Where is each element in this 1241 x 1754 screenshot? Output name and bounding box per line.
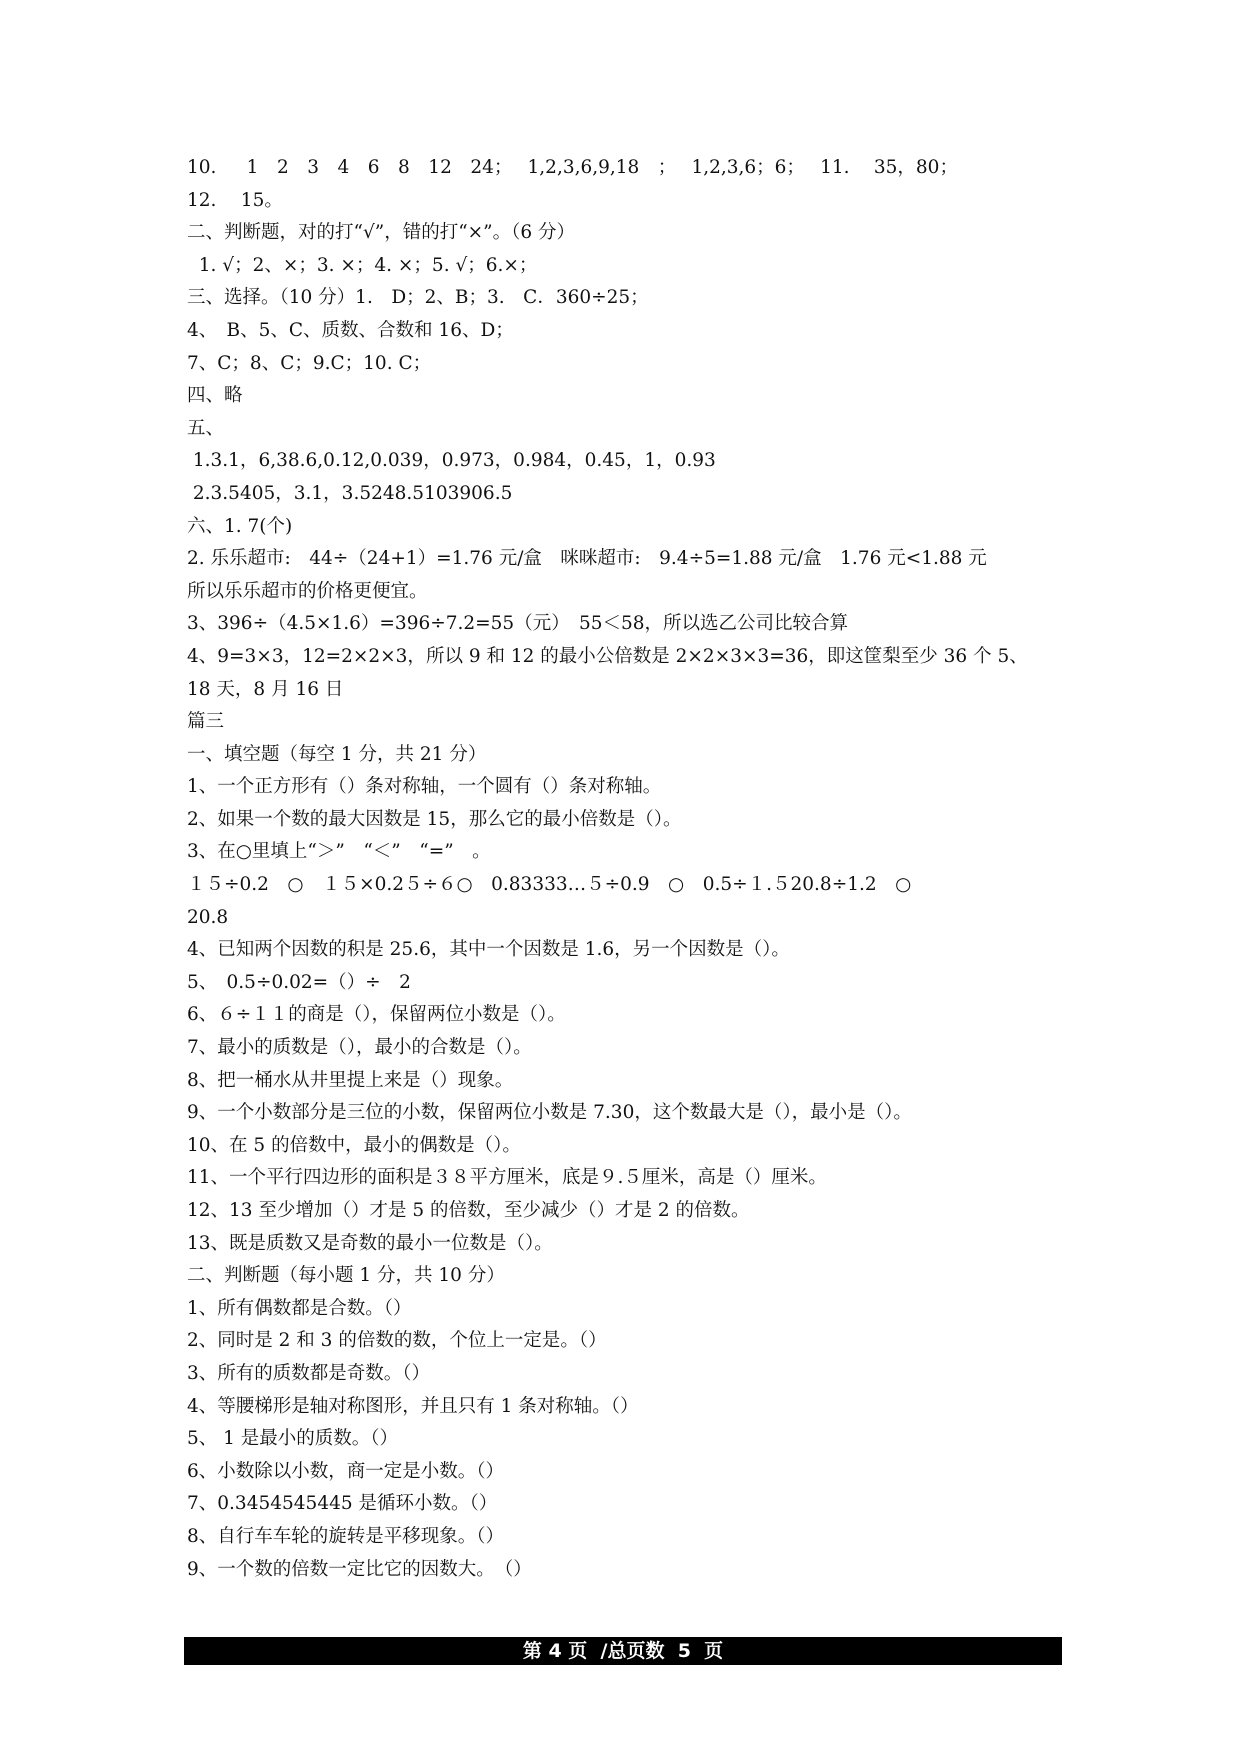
question: 3、在○里填上“＞” “＜” “=” 。	[187, 841, 491, 863]
text-line: 2. 乐乐超市: 44÷（24+1）=1.76 元/盒 咪咪超市: 9.4÷5=1.88 元/盒 1.76 元<1.88 元	[187, 548, 987, 570]
text-line: 2.3.5405，3.1，3.5248.5103906.5	[187, 482, 513, 504]
text-line: 3、396÷（4.5×1.6）=396÷7.2=55（元） 55＜58，所以选乙公司比较合算	[187, 613, 849, 635]
section-heading: 一、填空题（每空 1 分，共 21 分）	[187, 743, 487, 765]
section-heading: 五、	[187, 417, 225, 439]
section-heading: 三、选择。（10 分）1. D；2、B；3. C．360÷25；	[187, 287, 649, 309]
question: 1、一个正方形有（）条对称轴，一个圆有（）条对称轴。	[187, 776, 662, 798]
question: 11、一个平行四边形的面积是３８平方厘米，底是９.５厘米，高是（）厘米。	[187, 1167, 827, 1189]
text-line: 7、C；8、C；9.C；10. C；	[187, 352, 432, 374]
section-heading: 六、1. 7(个)	[187, 515, 293, 537]
question: 8、自行车车轮的旋转是平移现象。（）	[187, 1525, 505, 1547]
document-body	[187, 152, 1067, 1586]
question: 13、既是质数又是奇数的最小一位数是（）。	[187, 1232, 553, 1254]
question: 2、如果一个数的最大因数是 15，那么它的最小倍数是（）。	[187, 808, 682, 830]
text-line: 4、 B、5、C、质数、合数和 16、D；	[187, 319, 514, 341]
question: 9、一个小数部分是三位的小数，保留两位小数是 7.30，这个数最大是（），最小是（）。	[187, 1102, 912, 1124]
text-line: 4、9=3×3，12=2×2×3，所以 9 和 12 的最小公倍数是 2×2×3×3=36，即这筐梨至少 36 个 5、	[187, 645, 1028, 667]
section-heading: 四、略	[187, 385, 243, 407]
question: 8、把一桶水从井里提上来是（）现象。	[187, 1069, 514, 1091]
question: 12、13 至少增加（）才是 5 的倍数，至少减少（）才是 2 的倍数。	[187, 1200, 750, 1221]
question: 2、同时是 2 和 3 的倍数的数，个位上一定是。（）	[187, 1330, 607, 1352]
question: 20.8	[187, 906, 229, 928]
question: 5、 1 是最小的质数。（）	[187, 1428, 399, 1450]
text-line: 所以乐乐超市的价格更便宜。	[187, 580, 428, 602]
question: 1、所有偶数都是合数。（）	[187, 1297, 412, 1319]
question: 6、小数除以小数，商一定是小数。（）	[187, 1460, 505, 1482]
question: 5、 0.5÷0.02=（）÷ 2	[187, 971, 411, 993]
section-heading: 二、判断题，对的打“√”，错的打“×”。（6 分）	[187, 222, 576, 244]
text-line: 1. √；2、×；3. ×；4. ×；5. √；6.×；	[187, 254, 538, 276]
question: 6、６÷１１的商是（），保留两位小数是（）。	[187, 1004, 566, 1026]
question: 7、最小的质数是（），最小的合数是（）。	[187, 1037, 532, 1059]
question: 4、已知两个因数的积是 25.6，其中一个因数是 1.6，另一个因数是（）。	[187, 939, 790, 961]
text-line: 1.3.1，6,38.6,0.12,0.039，0.973，0.984，0.45，1，0.93	[187, 450, 716, 472]
part-heading: 篇三	[187, 711, 225, 733]
question: １５÷0.2 ○ １５×0.2５÷６○ 0.83333…５÷0.9 ○ 0.5÷１.５20.8÷1.2 ○	[187, 874, 912, 896]
section-heading: 二、判断题（每小题 1 分，共 10 分）	[187, 1265, 505, 1287]
question: 9、一个数的倍数一定比它的因数大。 （）	[187, 1558, 532, 1580]
question: 3、所有的质数都是奇数。（）	[187, 1362, 431, 1384]
text-line: 12. 15。	[187, 189, 283, 211]
question: 4、等腰梯形是轴对称图形，并且只有 1 条对称轴。（）	[187, 1395, 639, 1417]
question: 7、0.3454545445 是循环小数。（）	[187, 1493, 498, 1515]
text-line: 10. 1 2 3 4 6 8 12 24； 1,2,3,6,9,18 ； 1,2,3,6；6； 11. 35，80；	[187, 157, 958, 178]
text-line: 18 天，8 月 16 日	[187, 678, 344, 700]
page-footer: 第 4 页 /总页数 5 页	[184, 1637, 1062, 1665]
question: 10、在 5 的倍数中，最小的偶数是（）。	[187, 1134, 521, 1156]
